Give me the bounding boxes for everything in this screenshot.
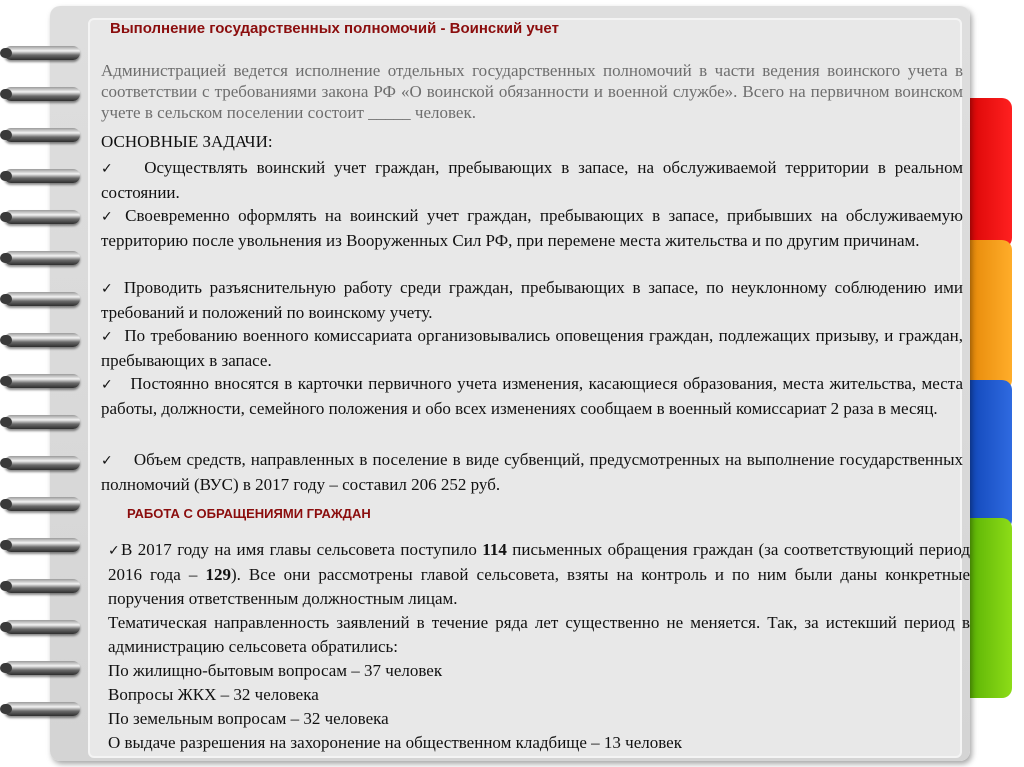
spiral-ring	[4, 620, 80, 634]
checkmark-icon: ✓	[101, 377, 114, 393]
task-text: Проводить разъяснительную работу среди граждан, пребывающих в запасе, по неуклонному соблюдению ими требований и положений по воинскому учету.	[101, 278, 963, 322]
spiral-ring	[4, 661, 80, 675]
spiral-ring	[4, 415, 80, 429]
appeals-prev-count: 129	[205, 565, 231, 584]
checkmark-icon: ✓	[108, 543, 121, 559]
spiral-ring	[4, 292, 80, 306]
task-item	[101, 204, 963, 253]
task-item	[101, 372, 963, 421]
checkmark-icon: ✓	[101, 209, 117, 225]
appeals-paragraph-2: Тематическая направленность заявлений в течение ряда лет существенно не меняется. Так, за истекший период в администрацию сельсовета обратились:	[108, 613, 970, 656]
appeals-section	[108, 538, 970, 755]
checkmark-icon: ✓	[101, 329, 114, 345]
task-text: Объем средств, направленных в поселение в виде субвенций, предусмотренных на выполнение государственных полномочий (ВУС) в 2017 году – составил 206 252 руб.	[101, 450, 963, 494]
spiral-ring	[4, 702, 80, 716]
spiral-ring	[4, 169, 80, 183]
task-item	[101, 276, 963, 325]
checkmark-icon: ✓	[101, 453, 114, 469]
appeals-heading: РАБОТА С ОБРАЩЕНИЯМИ ГРАЖДАН	[127, 506, 371, 521]
spiral-ring	[4, 333, 80, 347]
spiral-ring	[4, 46, 80, 60]
intro-paragraph: Администрацией ведется исполнение отдельных государственных полномочий в части ведения воинского учета в соответствии с требованиями закона РФ «О воинской обязанности и военной службе». Всего на первичном воинском учете в сельском поселении состоит _____ человек.	[101, 61, 963, 122]
spiral-ring	[4, 374, 80, 388]
task-text: Своевременно оформлять на воинский учет граждан, пребывающих в запасе, прибывших на обслуживаемую территорию после увольнения из Вооруженных Сил РФ, при перемене места жительства и по другим причинам.	[101, 206, 964, 250]
task-item	[101, 156, 963, 205]
spiral-ring	[4, 87, 80, 101]
appeals-line: О выдаче разрешения на захоронение на общественном кладбище – 13 человек	[108, 733, 682, 752]
page-title: Выполнение государственных полномочий - Воинский учет	[110, 20, 559, 37]
spiral-ring	[4, 579, 80, 593]
appeals-count: 114	[482, 540, 507, 559]
spiral-ring	[4, 128, 80, 142]
task-text: Постоянно вносятся в карточки первичного учета изменения, касающиеся образования, места жительства, места работы, должности, семейного положения и обо всех изменениях сообщаем в военный комиссариат 2 раза в месяц.	[101, 374, 963, 418]
task-item	[101, 448, 963, 497]
appeals-line: По земельным вопросам – 32 человека	[108, 709, 389, 728]
task-text: По требованию военного комиссариата организовывались оповещения граждан, подлежащих призыву, и граждан, пребывающих в запасе.	[101, 326, 963, 370]
appeals-paragraph-1: ✓В 2017 году на имя главы сельсовета поступило 114 письменных обращения граждан (за соответствующий период 2016 года – 129). Все они рассмотрены главой сельсовета, взяты на контроль и по ним были даны конкретные поручения ответственным должностным лицам.	[108, 540, 971, 608]
appeals-line: По жилищно-бытовым вопросам – 37 человек	[108, 661, 443, 680]
appeals-line: Вопросы ЖКХ – 32 человека	[108, 685, 319, 704]
tasks-heading: ОСНОВНЫЕ ЗАДАЧИ:	[101, 132, 273, 151]
spiral-ring	[4, 456, 80, 470]
checkmark-icon: ✓	[101, 281, 117, 297]
task-item	[101, 324, 963, 373]
spiral-ring	[4, 251, 80, 265]
checkmark-icon: ✓	[101, 161, 118, 177]
spiral-ring	[4, 497, 80, 511]
spiral-ring	[4, 538, 80, 552]
spiral-ring	[4, 210, 80, 224]
task-text: Осуществлять воинский учет граждан, пребывающих в запасе, на обслуживаемой территории в реальном состоянии.	[101, 158, 964, 202]
